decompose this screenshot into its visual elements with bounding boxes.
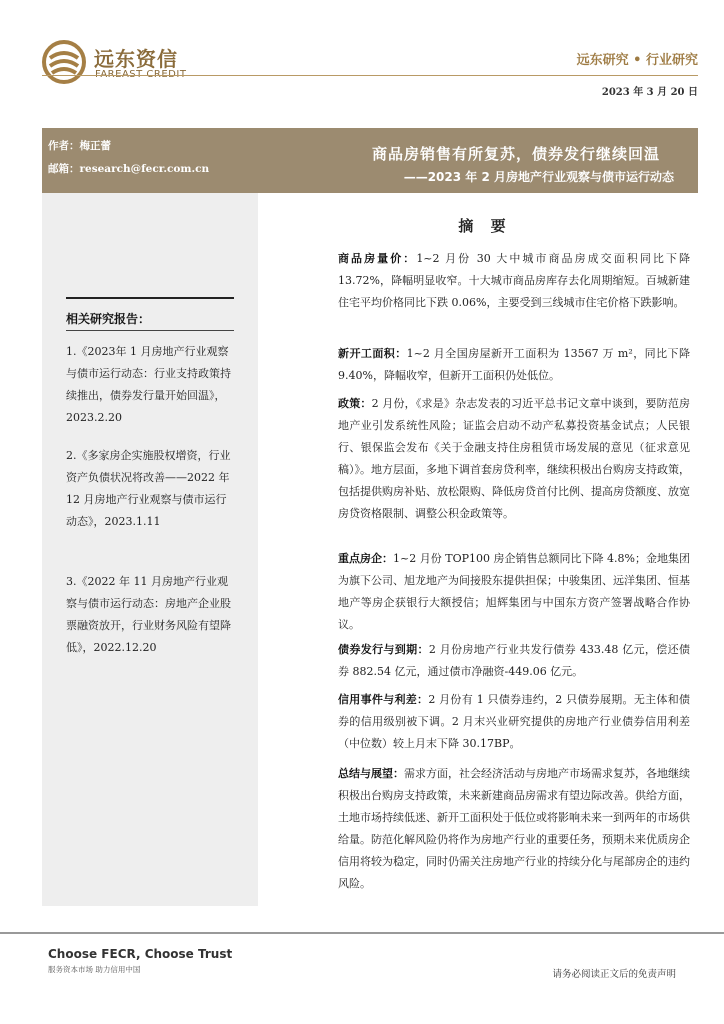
abstract-paragraph [338,393,690,525]
paragraph-label: 政策： [338,397,372,410]
header-divider [42,75,698,76]
author-email: 邮箱：research@fecr.com.cn [48,163,210,175]
paragraph-label: 重点房企： [338,552,394,565]
related-reports-heading: 相关研究报告： [66,312,151,326]
sidebar-divider-top [66,297,234,299]
paragraph-text: 2 月份，《求是》杂志发表的习近平总书记文章中谈到，要防范房地产业引发系统性风险；证监会启动不动产私募投资基金试点；人民银行、银保监会发布《关于金融支持住房租赁市场发展的意见（征求意见稿）》。地方层面，多地下调首套房贷利率，继续积极出台购房支持政策，包括提供购房补贴、放松限购、降低房贷首付比例、提高房贷额度、放宽房贷资格限制、调整公积金政策等。 [338,397,691,520]
title-banner [42,128,698,193]
logo-chinese-name: 远东资信 [94,47,178,71]
paragraph-text: 1~2 月份 TOP100 房企销售总额同比下降 4.8%；金地集团为旗下公司、旭龙地产为间接股东提供担保；中骏集团、远洋集团、恒基地产等房企获银行大额授信；旭辉集团与中国东方资产签署战略合作协议。 [338,552,691,631]
abstract-paragraph [338,639,690,683]
footer-divider [0,932,724,934]
paragraph-text: 1~2 月份 30 大中城市商品房成交面积同比下降 13.72%，降幅明显收窄。十大城市商品房库存去化周期缩短。百城新建住宅平均价格同比下跌 0.06%，主要受到三线城市住宅价格下跌影响。 [338,252,690,309]
disclaimer-note: 请务必阅读正文后的免责声明 [552,969,676,980]
paragraph-label: 商品房量价： [338,252,417,265]
sidebar [42,193,258,906]
author: 作者：梅正蕾 [48,140,111,152]
fareast-logo-icon [42,40,86,84]
report-date: 2023 年 3 月 20 日 [601,87,698,98]
paragraph-text: 2 月份房地产行业共发行债券 433.48 亿元，偿还债券 882.54 亿元，通过债市净融资-449.06 亿元。 [338,643,691,678]
sidebar-divider [66,330,234,331]
paragraph-text: 需求方面，社会经济活动与房地产市场需求复苏，各地继续积极出台购房支持政策，未来新建商品房需求有望边际改善。供给方面，土地市场持续低迷、新开工面积处于低位或将影响未来一到两年的市场供给量。防范化解风险仍将作为房地产行业的重要任务，预期未来优质房企信用将较为稳定，同时仍需关注房地产行业的持续分化与尾部房企的违约风险。 [338,767,690,890]
report-subtitle: ——2023 年 2 月房地产行业观察与债市运行动态 [403,170,674,184]
research-category: 远东研究 • 行业研究 [576,53,698,68]
abstract-paragraph [338,343,690,387]
related-report-item: 3.《2022 年 11 月房地产行业观察与债市运行动态：房地产企业股票融资放开，行业财务风险有望降低》，2022.12.20 [66,575,231,654]
report-title: 商品房销售有所复苏，债券发行继续回温 [371,145,660,163]
paragraph-label: 债券发行与到期： [338,643,429,656]
abstract-paragraph [338,548,690,636]
abstract-paragraph [338,689,690,755]
paragraph-text: 2 月份有 1 只债券违约，2 只债券展期。无主体和债券的信用级别被下调。2 月末兴业研究提供的房地产行业债券信用利差（中位数）较上月末下降 30.17BP。 [338,693,690,750]
related-report-item: 1.《2023年 1 月房地产行业观察与债市运行动态：行业支持政策持续推出，债券发行量开始回温》，2023.2.20 [66,345,231,424]
related-report-item: 2.《多家房企实施股权增资，行业资产负债状况将改善——2022 年 12 月房地产行业观察与债市运行动态》，2023.1.11 [66,449,231,528]
footer-slogan-sub: 服务资本市场 助力信用中国 [48,965,141,974]
abstract-paragraph [338,248,690,314]
paragraph-label: 总结与展望： [338,767,404,780]
company-logo [42,40,192,86]
paragraph-label: 新开工面积： [338,347,407,360]
paragraph-label: 信用事件与利差： [338,693,429,706]
paragraph-text: 1~2 月全国房屋新开工面积为 13567 万 m²，同比下降 9.40%，降幅收窄，但新开工面积仍处低位。 [338,347,690,382]
abstract-paragraph [338,763,690,895]
footer-slogan: Choose FECR, Choose Trust [48,947,233,961]
abstract-title: 摘 要 [458,217,512,235]
